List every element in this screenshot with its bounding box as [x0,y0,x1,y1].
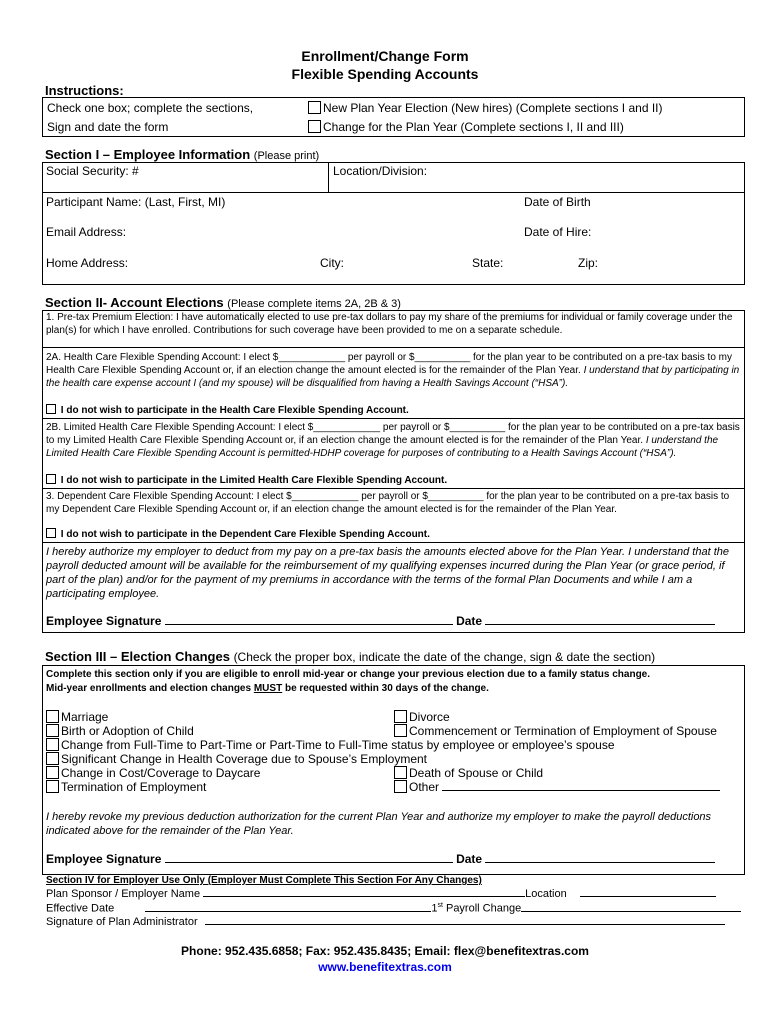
health-care-optout-label: I do not wish to participate in the Health Care Flexible Spending Account. [60,405,409,416]
divider [42,347,745,348]
option-daycare[interactable] [46,766,260,780]
divorce-label: Divorce [409,710,450,724]
checkbox-daycare[interactable] [46,766,59,779]
checkbox-termination[interactable] [46,780,59,793]
divider [42,542,745,543]
option-termination[interactable] [46,780,206,794]
divider [42,418,745,419]
authorization-text: I hereby authorize my employer to deduct from my pay on a pre-tax basis the amounts elected above for the Plan Year. I understand that the payroll deducted amount will be available for the reimbursement of my qualifying expenses incurred during the Plan Year (or grace period, if part of the plan) and/or for the payment of my premiums in accordance with the terms of the formal Plan Documents and while I am a participating employee. [46,546,729,600]
city-field[interactable]: City: [320,256,344,270]
section-3-title: Section III – Election Changes [45,649,230,664]
website-link[interactable]: www.benefitextras.com [318,960,452,974]
section-2-note: (Please complete items 2A, 2B & 3) [227,298,401,310]
death-label: Death of Spouse or Child [409,766,544,780]
section-1-title: Section I – Employee Information [45,147,251,162]
date-line[interactable] [485,624,715,625]
sponsor-row [46,888,716,900]
employee-info-box [42,162,745,285]
location-label: Location [525,888,567,900]
dependent-care-optout-label: I do not wish to participate in the Dependent Care Flexible Spending Account [60,529,428,540]
intro-must: MUST [253,683,283,694]
effective-date-line[interactable] [145,911,431,912]
divider [42,192,745,193]
date-line[interactable] [485,862,715,863]
checkbox-commencement[interactable] [394,724,407,737]
form-subtitle: Flexible Spending Accounts [291,66,479,82]
payroll-change-label: Payroll Change [442,902,522,915]
effective-row [46,902,741,915]
other-label: Other [409,780,440,794]
fulltime-label: Change from Full-Time to Part-Time or Part-Time to Full-Time status by employee or employee’s spouse [61,738,615,752]
checkbox-change-plan-year[interactable] [308,120,321,133]
marriage-label: Marriage [61,710,109,724]
section-3-note: (Check the proper box, indicate the date of the change, sign & date the section) [233,650,656,664]
section-3-intro [46,668,741,696]
instructions-heading: Instructions: [45,83,124,98]
employee-signature-label: Employee Signature [46,614,162,628]
effective-date-label: Effective Date [46,902,115,915]
section-2-signature-row [46,614,715,628]
other-line[interactable] [442,790,720,791]
admin-signature-label: Signature of Plan Administrator [46,916,198,928]
location-field[interactable]: Location/Division: [333,164,428,178]
commencement-label: Commencement or Termination of Employment of Spouse [409,724,717,738]
hire-date-field[interactable]: Date of Hire: [524,225,592,239]
section-3-heading [45,649,655,664]
checkbox-divorce[interactable] [394,710,407,723]
checkbox-limited-fsa-optout[interactable] [46,474,56,484]
section-1-heading [45,147,319,162]
section-1-note: (Please print) [253,150,320,162]
option-significant[interactable] [46,752,427,766]
limited-fsa-optout-label: I do not wish to participate in the Limited Health Care Flexible Spending Account. [60,475,448,486]
limited-fsa-note: I understand the Limited Health Care Flexible Spending Account is permitted-HDHP coverage for purposes of contributing to a Health Savings Account (“HSA”). [46,435,719,459]
section-2-heading [45,295,401,310]
section-4-heading: Section IV for Employer Use Only (Employer Must Complete This Section For Any Changes) [46,875,482,886]
sponsor-label: Plan Sponsor / Employer Name [46,888,201,900]
checkbox-death[interactable] [394,766,407,779]
health-care-fsa-text: 2A. Health Care Flexible Spending Account: I elect $____________ per payroll or $__________ for the plan year to be contributed on a pre-tax basis to my Health Care Flexible Spending Account or, if an election change the amount elected is for the remainder of the Plan Year. [46,352,733,376]
date-label: Date [456,852,483,866]
instructions-left-2: Sign and date the form [47,120,169,134]
limited-fsa-block [46,421,741,460]
section-3-intro-line-1: Complete this section only if you are eligible to enroll mid-year or change your previous election due to a family status change. [46,669,651,680]
option-death[interactable] [394,766,543,780]
option-marriage[interactable] [46,710,108,724]
date-label: Date [456,614,483,628]
payroll-superscript: st [437,902,443,909]
section-3-intro-line-2 [46,682,741,696]
dependent-care-optout[interactable]: I do not wish to participate in the Dependent Care Flexible Spending Account. [46,528,430,541]
premium-election-text: 1. Pre-tax Premium Election: I have automatically elected to use pre-tax dollars to pay my share of the premiums for individual or family coverage under the plan(s) for which I have enrolled. Contributions for such coverage have been provided to me on a separate schedule. [46,312,733,336]
checkbox-health-care-optout[interactable] [46,404,56,414]
option-divorce[interactable] [394,710,450,724]
payroll-change-line[interactable] [521,911,741,912]
home-address-field[interactable]: Home Address: [46,256,129,270]
checkbox-new-plan-year[interactable] [308,101,321,114]
state-field[interactable]: State: [472,256,504,270]
checkbox-marriage[interactable] [46,710,59,723]
limited-fsa-text: 2B. Limited Health Care Flexible Spending Account: I elect $____________ per payroll or $__________ for the plan year to be contributed on a pre-tax basis to my Limited Health Care Flexible Spending Account or, if an election change the amount elected is for the remainder of the Plan Year. [46,422,740,446]
significant-label: Significant Change in Health Coverage due to Spouse’s Employment [61,752,427,766]
limited-fsa-optout[interactable] [46,474,447,487]
section-2-title: Section II- Account Elections [45,295,224,310]
option-change-plan-year[interactable] [308,120,624,134]
option-commencement[interactable] [394,724,717,738]
admin-signature-line[interactable] [205,924,725,925]
employee-signature-line[interactable] [165,862,453,863]
checkbox-fulltime[interactable] [46,738,59,751]
health-care-fsa-note: I understand that by participating in the health care expense account I (and my spouse) will be disqualified from having a Health Savings Account (“HSA”). [46,365,740,389]
ssn-field[interactable]: Social Security: # [46,164,139,178]
termination-label: Termination of Employment [61,780,207,794]
health-care-optout[interactable] [46,404,409,417]
health-care-fsa-block [46,351,741,390]
divider [42,488,745,489]
participant-name-field[interactable]: Participant Name: (Last, First, MI) [46,195,226,209]
daycare-label: Change in Cost/Coverage to Daycare [61,766,261,780]
intro-text-c: be requested within 30 days of the change. [282,683,489,694]
option-new-plan-year-label: New Plan Year Election (New hires) (Complete sections I and II) [323,101,663,115]
checkbox-significant[interactable] [46,752,59,765]
option-other[interactable] [394,780,720,794]
revoke-text: I hereby revoke my previous deduction authorization for the current Plan Year and authorize my employer to make the payroll deductions indicated above for the remainder of the Plan Year. [46,811,712,837]
checkbox-other[interactable] [394,780,407,793]
contact-info: Phone: 952.435.6858; Fax: 952.435.8435; Email: flex@benefitextras.com [181,944,589,958]
website-row [0,960,770,974]
option-new-plan-year[interactable] [308,101,663,115]
divider [328,162,329,192]
checkbox-birth[interactable] [46,724,59,737]
employer-location-line[interactable] [580,896,716,897]
admin-row [46,916,725,928]
option-change-plan-year-label: Change for the Plan Year (Complete sections I, II and III) [323,120,624,134]
instructions-left-1: Check one box; complete the sections, [47,101,254,115]
intro-text-a: Mid-year enrollments and election changes [46,683,254,694]
employee-signature-label: Employee Signature [46,852,162,866]
employee-signature-line[interactable] [165,624,453,625]
payroll-number: 1 [431,902,438,915]
birth-label: Birth or Adoption of Child [61,724,194,738]
option-birth[interactable] [46,724,194,738]
checkbox-dependent-care-optout[interactable] [46,528,56,538]
zip-field[interactable]: Zip: [578,256,599,270]
email-field[interactable]: Email Address: [46,225,127,239]
option-fulltime[interactable] [46,738,615,752]
dependent-care-fsa-text: 3. Dependent Care Flexible Spending Account: I elect $____________ per payroll or $__________ for the plan year to be contributed on a pre-tax basis to my Dependent Care Flexible Spending Account or, if an election change the amount elected is for the remainder of the Plan Year. [46,491,730,515]
sponsor-line[interactable] [203,896,525,897]
section-3-signature-row [46,852,715,866]
form-title: Enrollment/Change Form [301,48,469,64]
dob-field[interactable]: Date of Birth [524,195,591,209]
